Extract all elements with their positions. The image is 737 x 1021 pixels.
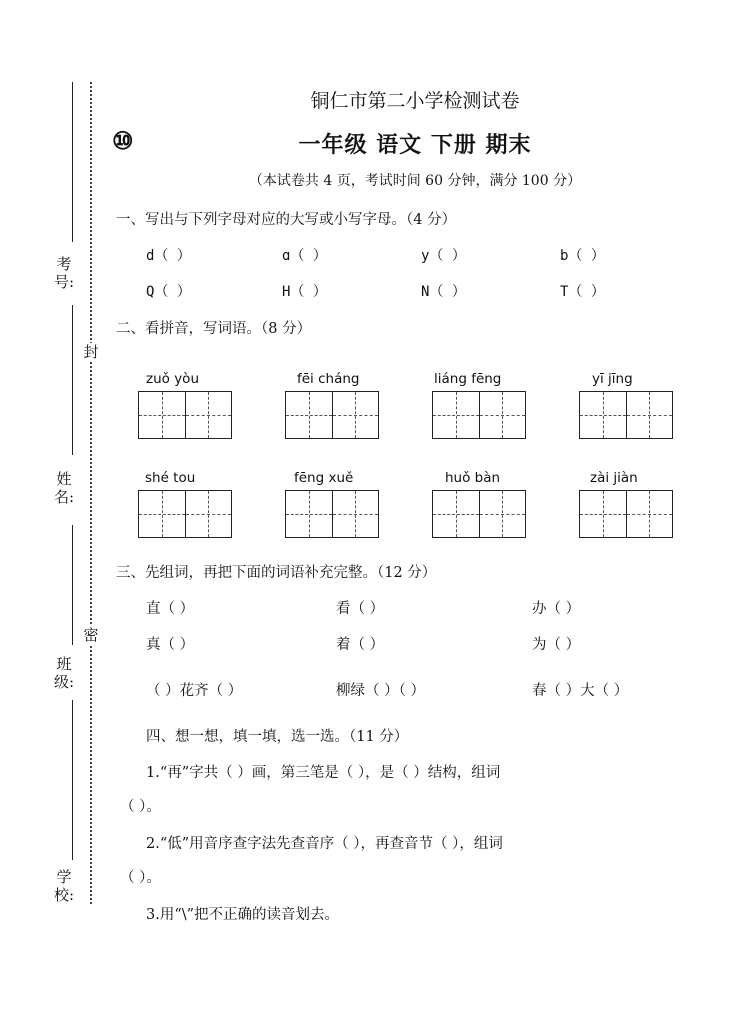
letter-blank[interactable]: Q（ ） [146, 284, 191, 300]
question-1-continuation[interactable]: （ ）。 [120, 799, 161, 815]
pinyin-label: yī jīng [592, 371, 633, 387]
writing-grid[interactable] [138, 490, 232, 538]
letter-blank[interactable]: T（ ） [560, 284, 605, 300]
question-2-line[interactable]: 2.“低”用音序查字法先查音序（ ），再查音节（ ），组词 [146, 836, 503, 852]
margin-label-xingming: 姓名: [54, 470, 75, 506]
section-1-heading: 一、写出与下列字母对应的大写或小写字母。（4 分） [116, 212, 457, 228]
grid-cell[interactable] [332, 392, 379, 438]
grid-cell[interactable] [626, 392, 673, 438]
grid-cell[interactable] [626, 491, 673, 537]
idiom-blank[interactable]: （ ）花齐（ ） [146, 683, 243, 699]
word-blank[interactable]: 直（ ） [146, 601, 195, 617]
pinyin-label: zài jiàn [590, 470, 638, 486]
grid-cell[interactable] [185, 392, 232, 438]
margin-label-kaohao: 考号: [54, 255, 75, 291]
grid-cell[interactable] [185, 491, 232, 537]
grid-cell[interactable] [286, 491, 332, 537]
writing-grid[interactable] [285, 490, 379, 538]
pinyin-label: fēi cháng [297, 371, 360, 387]
margin-line [72, 305, 73, 455]
question-3-line: 3.用“\”把不正确的读音划去。 [146, 907, 340, 923]
section-2-heading: 二、看拼音，写词语。（8 分） [116, 321, 312, 337]
margin-line [72, 525, 73, 645]
dotted-cut-line [90, 82, 92, 904]
question-1-line[interactable]: 1.“再”字共（ ）画，第三笔是（ ），是（ ）结构，组词 [146, 765, 501, 781]
idiom-blank[interactable]: 柳绿（ ）（ ） [336, 683, 425, 699]
letter-blank[interactable]: ɑ（ ） [282, 248, 327, 264]
letter-blank[interactable]: y（ ） [421, 248, 466, 264]
margin-label-xuexiao: 学校: [54, 868, 75, 904]
idiom-blank[interactable]: 春（ ）大（ ） [532, 683, 629, 699]
writing-grid[interactable] [432, 391, 526, 439]
writing-grid[interactable] [579, 391, 673, 439]
paper-number: ⑩ [112, 126, 134, 155]
writing-grid[interactable] [432, 490, 526, 538]
pinyin-label: zuǒ yòu [146, 371, 199, 387]
question-2-continuation[interactable]: （ ）。 [120, 870, 161, 886]
grid-cell[interactable] [580, 491, 626, 537]
word-blank[interactable]: 看（ ） [336, 601, 385, 617]
grid-cell[interactable] [332, 491, 379, 537]
writing-grid[interactable] [138, 391, 232, 439]
margin-label-feng: 封 [81, 343, 101, 361]
grid-cell[interactable] [139, 491, 185, 537]
margin-label-banji: 班级: [54, 655, 75, 691]
writing-grid[interactable] [285, 391, 379, 439]
grid-cell[interactable] [433, 491, 479, 537]
margin-line [72, 700, 73, 860]
pinyin-label: huǒ bàn [445, 470, 501, 486]
grid-cell[interactable] [580, 392, 626, 438]
word-blank[interactable]: 为（ ） [532, 637, 581, 653]
school-name: 铜仁市第二小学检测试卷 [310, 90, 520, 112]
writing-grid[interactable] [579, 490, 673, 538]
pinyin-label: liáng fēng [434, 371, 502, 387]
section-3-heading: 三、先组词，再把下面的词语补充完整。（12 分） [116, 565, 437, 581]
word-blank[interactable]: 办（ ） [532, 601, 581, 617]
exam-note: （本试卷共 4 页，考试时间 60 分钟，满分 100 分） [248, 173, 582, 189]
grid-cell[interactable] [139, 392, 185, 438]
pinyin-label: shé tou [145, 470, 196, 486]
grid-cell[interactable] [479, 392, 526, 438]
word-blank[interactable]: 着（ ） [336, 637, 385, 653]
grid-cell[interactable] [286, 392, 332, 438]
section-4-heading: 四、想一想，填一填，选一选。（11 分） [146, 729, 409, 745]
margin-line [72, 82, 73, 242]
letter-blank[interactable]: H（ ） [282, 284, 327, 300]
letter-blank[interactable]: b（ ） [560, 248, 605, 264]
margin-label-mi: 密 [81, 626, 101, 644]
grid-cell[interactable] [479, 491, 526, 537]
pinyin-label: fēng xuě [294, 470, 354, 486]
letter-blank[interactable]: d（ ） [146, 248, 191, 264]
page-title: 一年级 语文 下册 期末 [298, 132, 532, 158]
word-blank[interactable]: 真（ ） [146, 637, 195, 653]
grid-cell[interactable] [433, 392, 479, 438]
letter-blank[interactable]: N（ ） [421, 284, 466, 300]
